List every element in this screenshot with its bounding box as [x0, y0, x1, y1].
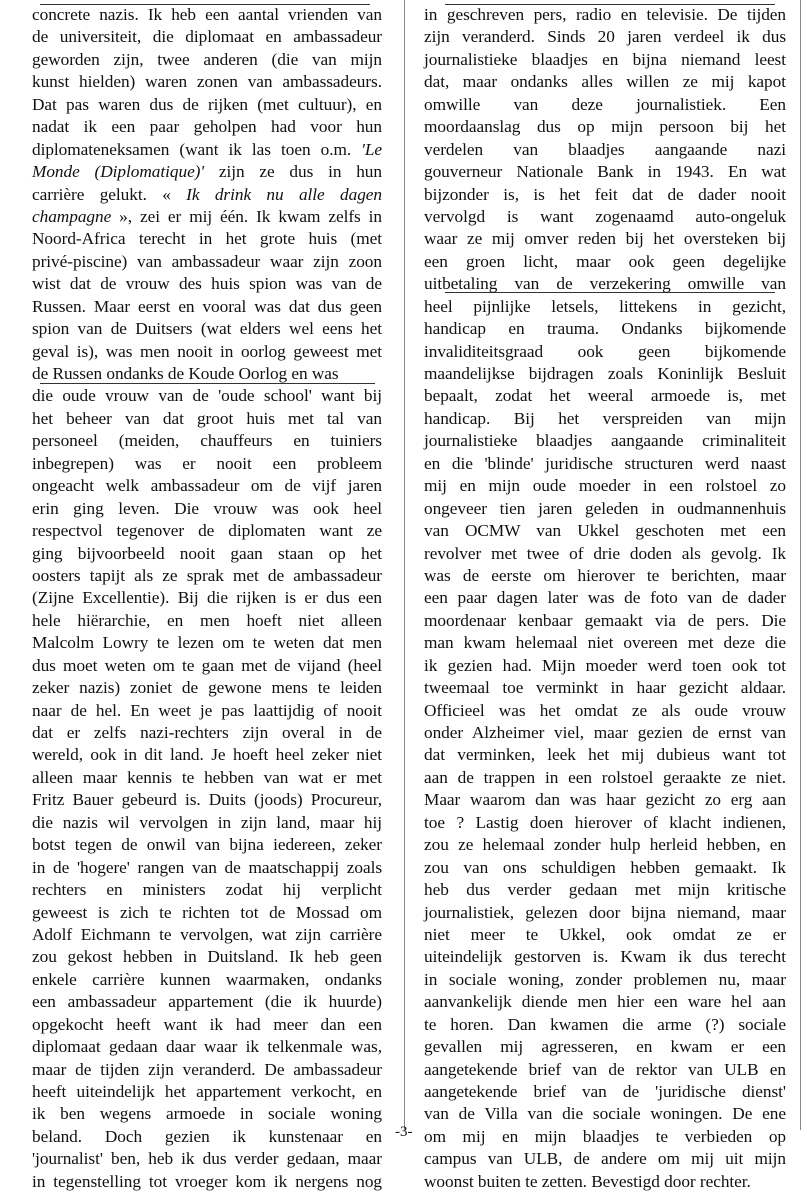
text-line — [32, 543, 382, 565]
text-line — [424, 184, 786, 206]
text-line — [424, 475, 786, 497]
text-line — [424, 610, 786, 632]
text-run: onder Alzheimer viel, maar gezien de ernst van — [424, 723, 786, 742]
text-run: van OCMW van Ukkel geschoten met een — [424, 521, 786, 541]
text-line — [424, 879, 786, 901]
text-line — [424, 991, 786, 1013]
text-line — [32, 4, 382, 26]
page-number: -3- — [395, 1124, 413, 1140]
text-line — [424, 969, 786, 991]
text-run: heb dus verder gedaan met mijn kritische — [424, 880, 786, 900]
text-run: Fritz Bauer gebeurd is. Duits (joods) Procureur, — [32, 790, 382, 810]
text-run: geweest is zich te richten tot de Mossad om — [32, 902, 382, 922]
text-run: tweemaal toe verminkt in haar gezicht aldaar. — [424, 678, 786, 698]
text-run: vervolgd is want zogenaamd auto-ongeluk — [424, 206, 786, 226]
text-run: aangetekende brief van de 'juridische dienst' — [424, 1082, 786, 1101]
text-run: niet meer te Ukkel, ook omdat ze er — [424, 924, 786, 944]
text-line — [32, 677, 382, 699]
text-line — [32, 744, 382, 766]
text-line — [424, 71, 786, 93]
text-run: inbegrepen) was er nooit een probleem — [32, 453, 382, 473]
text-run: ongeacht welk ambassadeur om de vijf jaren — [32, 476, 382, 496]
text-line — [32, 49, 382, 71]
text-run: enkele carrière kunnen waarmaken, ondanks — [32, 969, 382, 989]
text-line — [32, 1103, 382, 1125]
text-run: maandelijkse bijdragen zoals Koninlijk Besluit — [424, 364, 786, 383]
text-line — [424, 4, 786, 26]
text-run: respectvol tegenover de diplomaten want ze — [32, 521, 382, 541]
text-run: omwille van deze journalistiek. Een — [424, 94, 786, 114]
text-line — [424, 94, 786, 116]
text-run: woonst buiten te zetten. Bevestigd door rechter. — [424, 1171, 751, 1191]
text-run: nadat ik een paar geholpen had voor hun — [32, 117, 382, 137]
text-line — [424, 251, 786, 273]
text-line — [32, 385, 382, 407]
text-line — [32, 700, 382, 722]
text-run: kunst hielden) waren zonen van ambassadeurs. — [32, 72, 382, 92]
text-line — [424, 408, 786, 430]
text-line — [424, 139, 786, 161]
text-line — [32, 408, 382, 430]
text-run: zou ze helemaal zonder hulp herleid hebben, en — [424, 835, 786, 855]
text-line — [32, 902, 382, 924]
text-line — [32, 184, 382, 206]
text-run: dat verminken, leek het mij dubieus want tot — [424, 745, 786, 765]
text-line — [424, 1036, 786, 1058]
text-line — [424, 430, 786, 452]
text-line — [32, 1171, 382, 1193]
text-run: een ambassadeur appartement (die ik huurde) — [32, 992, 382, 1012]
text-line — [32, 1081, 382, 1103]
text-run: dat er zelfs nazi-rechters zijn overal in de — [32, 723, 382, 742]
text-run: uiteindelijk gestorven is. Kwam ik dus terecht — [424, 947, 786, 967]
text-line — [424, 385, 786, 407]
text-line — [32, 991, 382, 1013]
text-run: opgekocht heeft want ik had meer dan een — [32, 1014, 382, 1034]
text-line — [424, 318, 786, 340]
text-line — [32, 139, 382, 161]
text-line — [424, 722, 786, 744]
text-line — [424, 946, 786, 968]
text-line — [32, 1059, 382, 1081]
text-line — [424, 1081, 786, 1103]
text-run: Maar waarom dan was haar gezicht zo erg aan — [424, 790, 786, 810]
text-run: om mij en mijn blaadjes te verbieden op — [424, 1126, 786, 1146]
text-line — [32, 857, 382, 879]
text-line — [32, 430, 382, 452]
text-line — [32, 789, 382, 811]
text-line — [32, 812, 382, 834]
text-run: privé-piscine) van ambassadeur waar zijn zoon — [32, 251, 382, 271]
text-run: die nazis wil vervolgen in zijn land, maar hij — [32, 812, 382, 832]
text-line — [424, 857, 786, 879]
text-line — [32, 498, 382, 520]
text-run: bijzonder is, is het feit dat de dader nooit — [424, 184, 786, 204]
text-line — [424, 498, 786, 520]
text-run: spion van de Duitsers (wat elders wel eens het — [32, 319, 382, 339]
text-line — [424, 161, 786, 183]
text-run: en die 'blinde' juridische structuren werd naast — [424, 453, 786, 473]
text-run: die oude vrouw van de 'oude school' want bij — [32, 386, 382, 406]
text-line — [424, 677, 786, 699]
text-run: in tegenstelling tot vroeger kom ik nergens nog — [32, 1171, 382, 1191]
text-run: wereld, ook in dit land. Je hoeft heel zeker niet — [32, 745, 382, 765]
text-line — [424, 1103, 786, 1125]
text-run: zijn ze dus in hun — [204, 162, 382, 182]
text-run: man kwam helemaal niet overeen met deze die — [424, 633, 786, 653]
text-run: journalistiek, gelezen door bijna niemand, maar — [424, 902, 786, 922]
text-run: wist dat de vrouw des huis spion was van de — [32, 274, 382, 294]
text-run: het beheer van dat groot huis met tal van — [32, 408, 382, 428]
text-run: dat, maar ondanks alles willen ze mij kapot — [424, 72, 786, 92]
text-line — [424, 273, 786, 295]
text-run: aan de trappen in een rolstoel geraakte ze niet. — [424, 767, 786, 787]
text-line — [424, 1059, 786, 1081]
text-line — [424, 655, 786, 677]
text-run: Officieel was het omdat ze als oude vrouw — [424, 700, 786, 720]
text-run: revolver met twee of drie doden als gevolg. Ik — [424, 543, 786, 563]
text-line — [424, 363, 786, 385]
text-run: zeker nazis) zoniet de gewone mens te leiden — [32, 678, 382, 698]
text-run: aanvankelijk diende men hier een ware hel aan — [424, 992, 786, 1012]
text-run: waar ze mij omver reden bij het oversteken bij — [424, 229, 786, 249]
text-run: een paar dagen later was de foto van de dader — [424, 588, 786, 608]
text-line — [424, 1126, 786, 1148]
text-run: ongeveer tien jaren geleden in oudmannenhuis — [424, 498, 786, 518]
text-line — [32, 206, 382, 228]
text-run: de universiteit, die diplomaat en ambassadeur — [32, 27, 382, 47]
text-run: Dat pas waren dus de rijken (met cultuur), en — [32, 94, 382, 114]
text-run: 'journalist' ben, heb ik dus verder gedaan, maar — [32, 1149, 382, 1169]
text-line — [32, 363, 382, 385]
text-line — [32, 161, 382, 183]
text-line — [424, 49, 786, 71]
text-run: journalistieke blaadjes en bijna niemand leest — [424, 49, 786, 69]
left-text-column — [32, 4, 382, 1193]
text-line — [32, 251, 382, 273]
text-run: een groen licht, maar ook geen degelijke — [424, 251, 786, 271]
text-run: beland. Doch gezien ik kunstenaar en — [32, 1126, 382, 1146]
text-line — [424, 206, 786, 228]
text-run: botst tegen de onwil van bijna iedereen, zeker — [32, 835, 382, 855]
text-run: concrete nazis. Ik heb een aantal vrienden van — [32, 5, 382, 24]
text-line — [424, 834, 786, 856]
right-edge-line — [800, 0, 801, 1130]
column-divider — [404, 0, 405, 1130]
text-run: zou van ons schuldigen hebben gemaakt. Ik — [424, 857, 786, 877]
text-run: in sociale woning, zonder problemen nu, maar — [424, 969, 786, 989]
text-line — [32, 722, 382, 744]
right-text-column — [424, 4, 786, 1193]
text-run: moordenaar kenbaar gemaakt via de pers. Die — [424, 610, 786, 630]
text-line — [424, 924, 786, 946]
text-run: geval is), was men nooit in oorlog geweest met — [32, 341, 382, 361]
text-run: mij en mijn oude moeder in een rolstoel zo — [424, 476, 786, 496]
text-run: naar de hel. En weet je pas laattijdig of nooit — [32, 700, 382, 720]
text-line — [32, 969, 382, 991]
text-line — [32, 1126, 382, 1148]
text-run: diplomaat gedaan daar waar ik telkenmale was, — [32, 1037, 382, 1057]
text-line — [424, 1014, 786, 1036]
text-run: hele hiërarchie, en men hoeft niet alleen — [32, 610, 382, 630]
text-line — [32, 273, 382, 295]
text-run: handicap en trauma. Ondanks bijkomende — [424, 319, 786, 339]
text-line — [32, 834, 382, 856]
text-run: bepaalt, zodat het weeral armoede is, met — [424, 386, 786, 406]
text-line — [424, 767, 786, 789]
text-run: geworden zijn, twee anderen (die van mijn — [32, 49, 382, 69]
text-run: erin ging leven. Die vrouw was ook heel — [32, 498, 382, 518]
text-line — [424, 812, 786, 834]
text-line — [32, 1148, 382, 1170]
text-line — [424, 26, 786, 48]
text-line — [32, 924, 382, 946]
text-run: », zei er mij één. Ik kwam zelfs in — [111, 206, 382, 226]
text-line — [424, 341, 786, 363]
text-run: ik ben wegens armoede in sociale woning — [32, 1104, 382, 1124]
text-line — [424, 1148, 786, 1170]
text-run: personeel (meiden, chauffeurs en tuiniers — [32, 431, 382, 451]
text-line — [424, 587, 786, 609]
text-line — [32, 341, 382, 363]
italic-text: Ik drink nu alle dagen — [186, 184, 382, 204]
text-line — [424, 520, 786, 542]
text-line — [424, 565, 786, 587]
text-run: heel pijnlijke letsels, littekens in gezicht, — [424, 296, 786, 316]
text-line — [32, 879, 382, 901]
text-line — [32, 228, 382, 250]
text-run: alleen maar kennis te hebben van wat er met — [32, 767, 382, 787]
text-run: toe ? Lastig doen hierover of klacht indienen, — [424, 812, 786, 832]
text-run: moordaanslag dus op mijn persoon bij het — [424, 117, 786, 137]
text-line — [32, 610, 382, 632]
text-line — [32, 94, 382, 116]
text-run: campus van ULB, de andere om mij uit mijn — [424, 1149, 786, 1169]
text-run: was de eerste om hierover te berichten, maar — [424, 565, 786, 585]
text-run: Russen. Maar eerst en vooral was dat dus geen — [32, 296, 382, 316]
text-run: gouverneur Nationale Bank in 1943. En wat — [424, 162, 786, 182]
text-run: te horen. Dan kwamen die arme (?) sociale — [424, 1014, 786, 1034]
text-run: in de 'hogere' rangen van de maatschappij zoals — [32, 857, 382, 877]
text-line — [424, 700, 786, 722]
italic-text: champagne — [32, 206, 112, 226]
text-line — [32, 1036, 382, 1058]
text-run: handicap. Bij het verspreiden van mijn — [424, 408, 786, 428]
text-line — [32, 767, 382, 789]
text-line — [424, 116, 786, 138]
text-line — [32, 26, 382, 48]
text-line — [424, 543, 786, 565]
text-line — [32, 565, 382, 587]
text-line — [32, 946, 382, 968]
text-run: oosters tapijt als ze sprak met de ambassadeur — [32, 565, 382, 585]
text-line — [424, 228, 786, 250]
text-line — [424, 744, 786, 766]
text-line — [32, 475, 382, 497]
text-run: invaliditeitsgraad ook geen bijkomende — [424, 341, 786, 361]
text-run: diplomateneksamen (want ik las toen o.m. — [32, 139, 362, 159]
text-line — [32, 318, 382, 340]
text-line — [32, 453, 382, 475]
text-line — [424, 632, 786, 654]
text-run: Malcolm Lowry te lezen om te weten dat men — [32, 633, 382, 653]
text-run: zijn veranderd. Sinds 20 jaren verdeel ik dus — [424, 27, 786, 47]
text-run: Adolf Eichmann te vervolgen, wat zijn carrière — [32, 924, 382, 944]
text-run: journalistieke blaadjes aangaande criminaliteit — [424, 431, 786, 451]
text-run: (Zijne Excellentie). Bij die rijken is er dus een — [32, 588, 382, 608]
text-run: in geschreven pers, radio en televisie. De tijden — [424, 5, 786, 24]
text-run: uitbetaling van de verzekering omwille van — [424, 274, 786, 294]
text-line — [424, 1171, 786, 1193]
text-run: rechters en ministers zodat hij verplicht — [32, 880, 382, 900]
text-line — [424, 789, 786, 811]
text-line — [32, 520, 382, 542]
text-line — [32, 296, 382, 318]
text-run: dus moet weten om te gaan met de vijand (heel — [32, 655, 382, 675]
text-line — [32, 632, 382, 654]
text-line — [32, 116, 382, 138]
text-line — [32, 71, 382, 93]
text-line — [424, 296, 786, 318]
text-run: de Russen ondanks de Koude Oorlog en was — [32, 364, 339, 383]
text-run: heeft uiteindelijk het appartement verkocht, en — [32, 1082, 382, 1101]
text-run: maar de tijden zijn veranderd. De ambassadeur — [32, 1059, 382, 1079]
text-run: zou gekost hebben in Duitsland. Ik heb geen — [32, 947, 382, 967]
text-run: van de Villa van die sociale woningen. De ene — [424, 1104, 786, 1124]
text-run: ging bijvoorbeeld nooit gaan staan op het — [32, 543, 382, 563]
text-run: ik gezien had. Mijn moeder werd toen ook tot — [424, 655, 786, 675]
text-line — [424, 453, 786, 475]
italic-text: 'Le — [361, 139, 382, 159]
italic-text: Monde (Diplomatique)' — [32, 162, 205, 182]
text-line — [32, 655, 382, 677]
text-run: aangetekende brief van de rektor van ULB en — [424, 1059, 786, 1079]
text-run: carrière gelukt. « — [32, 184, 187, 204]
text-line — [32, 1014, 382, 1036]
text-run: Noord-Africa terecht in het grote huis (met — [32, 229, 382, 249]
text-line — [424, 902, 786, 924]
text-line — [32, 587, 382, 609]
text-run: verdelen van blaadjes aangaande nazi — [424, 139, 786, 159]
text-run: gevallen mij agresseren, en kwam er een — [424, 1037, 786, 1057]
